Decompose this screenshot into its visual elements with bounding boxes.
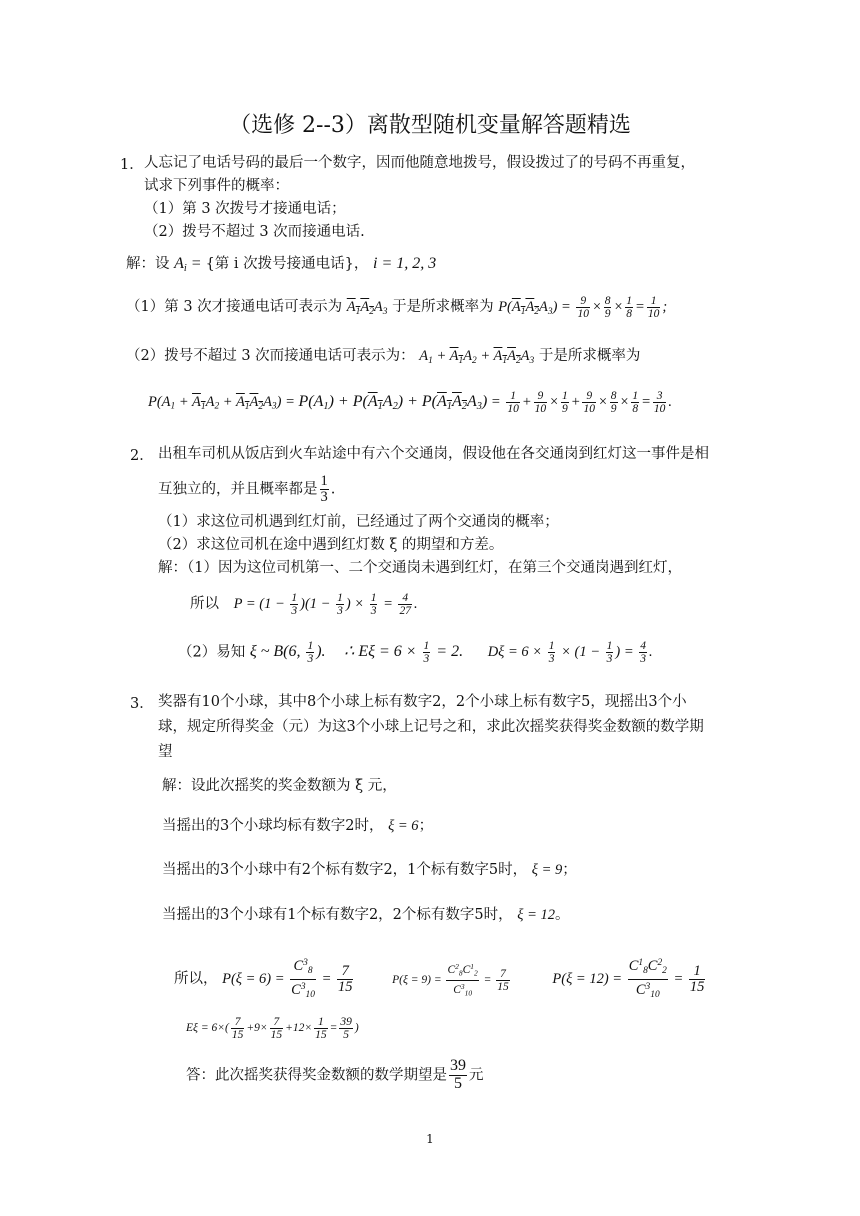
problem-1-text-line2: 试求下列事件的概率： [144,178,289,194]
problem-3-case3: 当摇出的3个小球有1个标有数字2，2个标有数字5时， ξ = 12。 [162,907,570,923]
xi-equals-9: ξ = 9 [531,862,563,878]
case1-text: 当摇出的3个小球均标有数字2时， [162,818,384,834]
p-formula: P = (1 − $\frac{1}{3}$ )(1 − $\frac{1}{3}$ ) × $\frac{1}{3}$ = $\frac{4}{27}$ . [233,592,418,618]
sol-set: {第 i 次拨号接通电话}， [205,256,369,272]
event-a-i-formula: $A_i$ = [174,255,206,275]
problem-2-text-line2: 互独立的，并且概率都是 $\frac{1}{3}$ . [158,473,336,506]
probability-formula-1: $P(A_1A_2A_3)$ = $\frac{9}{10}$ × $\frac{8}{9}$ × $\frac{1}{8}$ = $\frac{1}{10}$ ; [498,295,668,321]
problem-1-solution-part1 [126,295,667,322]
prob-xi-9: P(ξ = 9) = $\frac{C^2_8C^1_2}{C^3_{10}}$ = $\frac{7}{15}$ [392,974,512,986]
problem-3-case1: 当摇出的3个小球均标有数字2时， ξ = 6； [162,818,434,834]
expectation-formula: ∴ Eξ = 6 × $\frac{1}{3}$ = 2. [344,640,464,666]
xi-equals-6: ξ = 6 [388,818,419,834]
problem-3-solution-intro: 解：设此次摇奖的奖金数额为 ξ 元， [162,778,397,794]
case3-text: 当摇出的3个小球有1个标有数字2，2个标有数字5时， [162,907,513,923]
problem-3-number: 3． [130,696,154,712]
probability-formula-2: $P(A_1 + A_1A_2 + A_1A_2A_3) = P(A_1) + P(A_1A_2) + P(A_1A_2A_3)$ = $\frac{1}{10}$ + $\frac{9}{10}$ × $\frac{1}{9}$ + $\frac{9}{10}$ × $\frac{8}{9}$ × $\frac{1}{8}$ = $\frac{3}{10}$ . [148,390,672,416]
answer-suffix: 元 [469,1067,484,1084]
problem-1-part2: （2）拨号不超过 3 次而接通电话. [144,224,365,240]
event-sum-expression: $A_1 + A_1A_2 + A_1A_2A_3$ [419,348,535,366]
problem-2-solution1: 解：（1）因为这位司机第一、二个交通岗未遇到红灯，在第三个交通岗遇到红灯， [158,560,682,576]
problem-2-question2: （2）求这位司机在途中遇到红灯数 ξ 的期望和方差。 [158,537,504,553]
xi-equals-12: ξ = 12 [517,907,555,923]
expectation-calculation: Eξ = 6×( $\frac{7}{15}$ +9× $\frac{7}{15}$ +12× $\frac{1}{15}$ = $\frac{39}{5}$ ) [186,1016,359,1042]
problem-1-solution-part2 [126,346,640,371]
problem-1-part1: （1）第 3 次拨号才接通电话； [144,201,346,217]
page-title: （选修 2--3）离散型随机变量解答题精选 [229,113,631,138]
s2-suffix: 于是所求概率为 [538,348,641,364]
problem-2-text-line1: 出租车司机从饭店到火车站途中有六个交通岗，假设他在各交通岗到红灯这一事件是相 [158,446,709,462]
problem-1-solution-definition [126,254,436,279]
problem-2-solution1-formula [190,592,418,617]
prob-xi-12: P(ξ = 12) = $\frac{C^1_8C^2_2}{C^3_{10}}$ = $\frac{1}{15}$ [552,971,707,987]
so-label: 所以 [190,595,219,612]
problem-3-text-line2: 球，规定所得奖金（元）为这3个小球上记号之和，求此次摇奖获得奖金数额的数学期 [158,719,704,735]
problem-1-text-line1: 人忘记了电话号码的最后一个数字，因而他随意地拨号，假设拨过了的号码不再重复， [144,155,695,171]
event-expression: $A_1A_2A_3$ [346,298,388,317]
binomial-distribution: ξ ~ B(6, $\frac{1}{3}$ ). [249,640,326,666]
problem-3-case2: 当摇出的3个小球中有2个标有数字2，1个标有数字5时， ξ = 9； [162,862,577,878]
s1-prefix: （1）第 3 次才接通电话可表示为 [126,298,343,315]
problem-3-answer [186,1058,484,1093]
so-label-3: 所以， [174,971,218,988]
problem-3-probabilities [174,956,707,1003]
answer-prefix: 答：此次摇奖获得奖金数额的数学期望是 [186,1067,447,1084]
answer-fraction: $\frac{39}{5}$ [450,1057,466,1092]
sol-range: i = 1, 2, 3 [373,255,437,272]
s2-prefix: （2）拨号不超过 3 次而接通电话可表示为： [126,348,415,364]
problem-2-number: 2． [130,448,154,464]
problem-2-question1: （1）求这位司机遇到红灯前，已经通过了两个交通岗的概率； [158,514,559,530]
problem-1-number: 1． [120,157,144,173]
case2-text: 当摇出的3个小球中有2个标有数字2，1个标有数字5时， [162,862,528,878]
problem-3-text-line1: 奖器有10个小球，其中8个小球上标有数字2，2个小球上标有数字5，现摇出3个小 [158,694,687,710]
problem-2-solution2 [178,640,653,666]
sol2-prefix: （2）易知 [178,644,246,661]
text-line2-prefix: 互独立的，并且概率都是 [158,481,318,498]
s1-middle: 于是所求概率为 [392,298,494,315]
variance-formula: Dξ = 6 × $\frac{1}{3}$ × (1 − $\frac{1}{3}$ ) = $\frac{4}{3}$ . [487,640,653,666]
sol-prefix: 解：设 [126,256,170,272]
page-number: 1 [426,1132,434,1146]
prob-xi-6: P(ξ = 6) = $\frac{C^3_8}{C^3_{10}}$ = $\frac{7}{15}$ [222,971,355,987]
problem-3-text-line3: 望 [158,744,173,760]
fraction-one-third: $\frac{1}{3}$ [320,473,328,506]
